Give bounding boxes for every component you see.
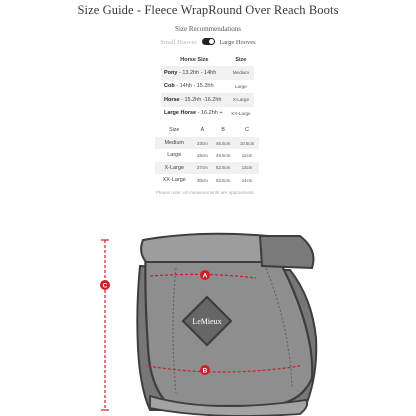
table-row (161, 107, 254, 121)
table-row (155, 149, 259, 161)
table-row (161, 66, 254, 80)
page-title: Size Guide - Fleece WrapRound Over Reach Boots (77, 3, 339, 17)
measure-b-cell: 49.5cm (216, 152, 231, 158)
boot-measurement-diagram (0, 228, 416, 416)
measure-c-cell: 13cm (235, 162, 259, 174)
column-header: B (221, 127, 225, 133)
measure-c-cell: 10.5cm (235, 137, 259, 149)
height-range: - 14hh - 15.2hh (174, 83, 214, 90)
measure-b-cell: 52.5cm (211, 162, 235, 174)
column-header: Horse Size (180, 56, 209, 63)
measure-a-cell: 30cm (197, 177, 208, 183)
size-name-cell: Medium (155, 137, 193, 149)
column-header: Size (235, 56, 247, 63)
table-row (155, 174, 259, 186)
size-name-cell: XX-Large (162, 177, 186, 184)
toggle-knob (209, 39, 214, 44)
height-range: - 13.2hh - 14hh (177, 69, 217, 76)
marker-b-label: B (202, 367, 208, 375)
horse-range-cell (161, 93, 228, 107)
measure-b-cell: 46.5cm (211, 137, 235, 149)
column-header: Size (169, 127, 180, 133)
height-range: - 16.2hh + (196, 110, 223, 117)
height-range: - 15.2hh -16.2hh (179, 96, 222, 103)
horse-name: Pony (164, 69, 178, 76)
dimension-table (155, 123, 259, 186)
column-header: C (245, 127, 249, 133)
horse-name: Horse (164, 96, 180, 103)
table-row (155, 162, 259, 174)
size-cell: X-Large (228, 93, 254, 107)
marker-c-label: C (102, 282, 108, 290)
section-subtitle: Size Recommendations (175, 25, 241, 33)
measure-a-cell: 23cm (193, 137, 211, 149)
marker-a-label: A (202, 272, 208, 280)
size-cell: Large (234, 83, 247, 89)
measure-c-cell: 12cm (241, 152, 253, 158)
horse-range-cell (161, 107, 228, 121)
horse-size-table (161, 53, 254, 120)
size-name-cell: X-Large (155, 162, 193, 174)
horse-range-cell (161, 66, 228, 80)
table-row (161, 93, 254, 107)
column-header: A (200, 127, 205, 133)
table-row (155, 137, 259, 149)
measure-c-line (100, 240, 110, 410)
measure-a-cell: 27cm (193, 162, 211, 174)
size-name-cell: Large (167, 152, 182, 159)
hoof-size-toggle[interactable] (202, 38, 215, 45)
toggle-label-small[interactable]: Small Hooves (160, 39, 197, 46)
measure-b-cell: 53.5cm (216, 177, 231, 183)
toggle-label-large[interactable]: Large Hooves (219, 39, 256, 46)
size-cell: Medium (228, 66, 254, 80)
horse-name: Cob (164, 83, 175, 90)
horse-name: Large Horse (164, 110, 197, 117)
logo-text: LeMieux (192, 317, 222, 326)
measurement-note: Please note: All measurements are approximate. (156, 190, 256, 195)
table-row (161, 80, 254, 94)
measure-a-cell: 26cm (197, 152, 208, 158)
horse-range-cell (161, 80, 228, 94)
size-cell: XX-Large (231, 110, 251, 116)
hoof-size-toggle-row (0, 38, 416, 47)
measure-c-cell: 14cm (241, 177, 253, 183)
